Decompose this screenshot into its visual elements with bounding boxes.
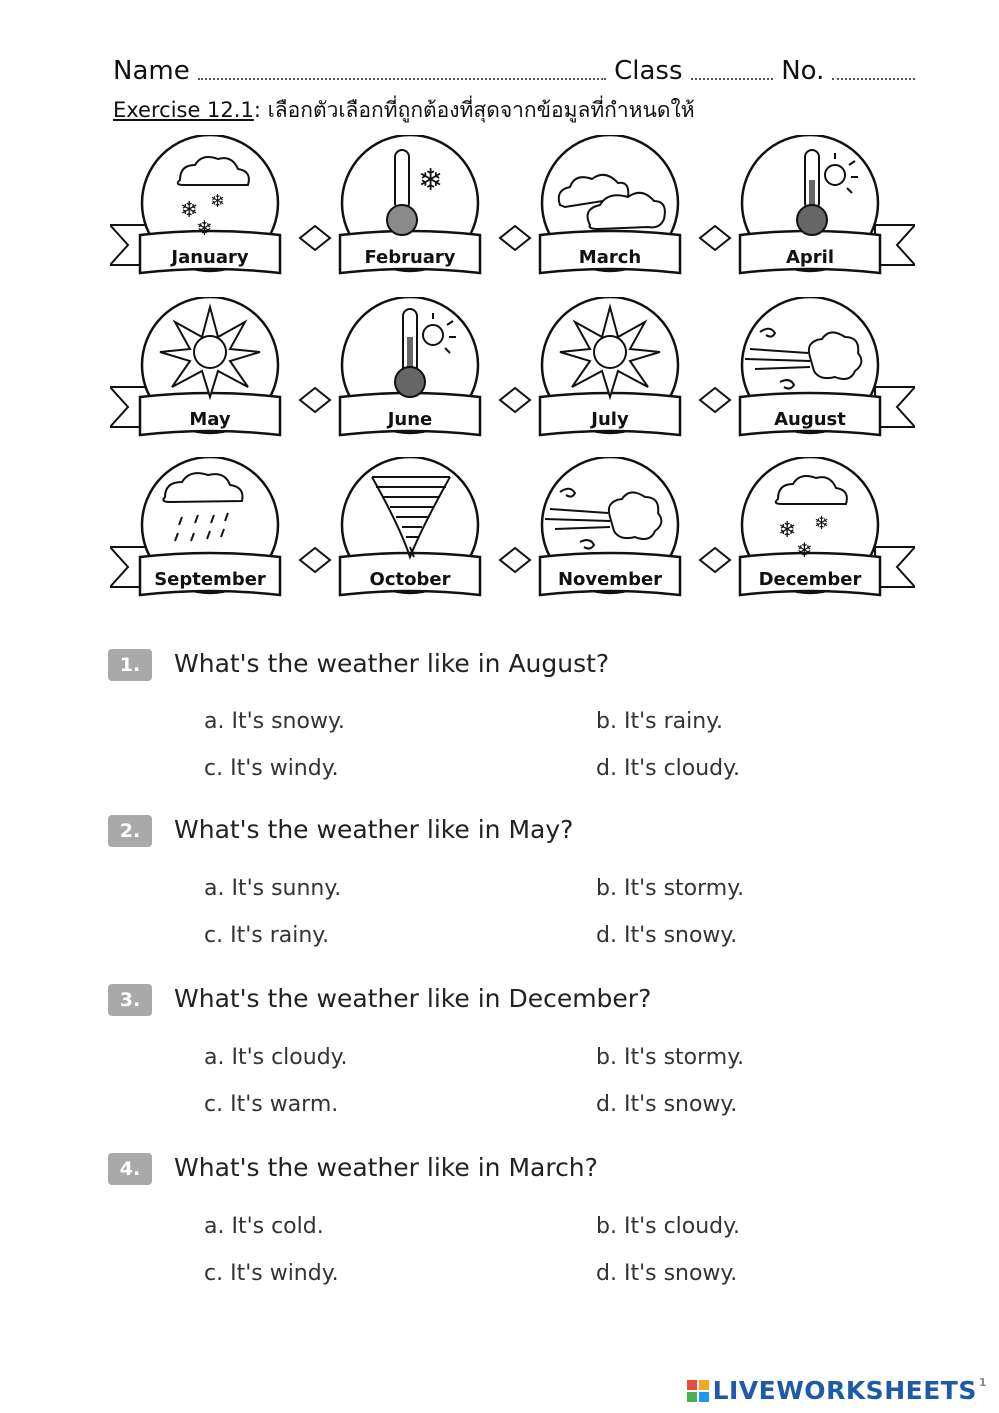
globe-october — [310, 457, 510, 607]
month-label-september: September — [154, 569, 266, 590]
logo-icon — [687, 1380, 709, 1402]
option-c[interactable]: c. It's warm. — [204, 1092, 339, 1117]
no-label: No. — [781, 56, 825, 86]
option-a[interactable]: a. It's snowy. — [204, 709, 345, 734]
globe-may — [110, 297, 310, 447]
svg-text:❄: ❄ — [210, 191, 226, 212]
globe-june — [310, 297, 510, 447]
globe-july — [510, 297, 710, 447]
svg-text:❄: ❄ — [778, 518, 797, 543]
question-number-badge: 1. — [108, 649, 152, 681]
month-label-december: December — [758, 569, 862, 590]
month-label-august: August — [774, 409, 846, 430]
month-label-january: January — [171, 247, 249, 268]
svg-text:❄: ❄ — [418, 163, 444, 198]
globe-december — [710, 457, 910, 607]
month-label-july: July — [591, 409, 629, 430]
brand-name: LIVEWORKSHEETS — [712, 1376, 977, 1405]
globe-august — [710, 297, 910, 447]
class-label: Class — [614, 56, 683, 86]
exercise-heading — [113, 94, 695, 127]
svg-text:❄: ❄ — [796, 538, 813, 562]
student-info-row — [113, 50, 923, 86]
option-d[interactable]: d. It's snowy. — [596, 923, 738, 948]
question-number-badge: 3. — [108, 984, 152, 1016]
exercise-label: Exercise 12.1 — [113, 98, 254, 122]
option-a[interactable]: a. It's cloudy. — [204, 1045, 348, 1070]
option-b[interactable]: b. It's rainy. — [596, 709, 724, 734]
exercise-instruction: : เลือกตัวเลือกที่ถูกต้องที่สุดจากข้อมูลที่กำหนดให้ — [253, 98, 695, 122]
month-label-february: February — [364, 247, 456, 268]
name-field[interactable] — [198, 78, 606, 80]
question-number-badge: 4. — [108, 1153, 152, 1185]
question-3 — [108, 984, 908, 1124]
option-a[interactable]: a. It's sunny. — [204, 876, 342, 901]
liveworksheets-logo[interactable] — [687, 1376, 987, 1405]
question-text: What's the weather like in August? — [174, 649, 610, 678]
svg-text:❄: ❄ — [180, 198, 199, 223]
month-label-june: June — [387, 409, 433, 430]
globe-april — [710, 135, 910, 285]
svg-text:❄: ❄ — [196, 216, 213, 240]
option-a[interactable]: a. It's cold. — [204, 1214, 324, 1239]
globe-january — [110, 135, 310, 285]
option-b[interactable]: b. It's stormy. — [596, 1045, 745, 1070]
globe-september — [110, 457, 310, 607]
month-label-march: March — [578, 247, 642, 268]
month-label-november: November — [557, 569, 663, 590]
option-d[interactable]: d. It's snowy. — [596, 1261, 738, 1286]
globe-march — [510, 135, 710, 285]
option-b[interactable]: b. It's cloudy. — [596, 1214, 741, 1239]
month-label-may: May — [189, 409, 231, 430]
month-label-october: October — [369, 569, 451, 590]
month-label-april: April — [785, 247, 835, 268]
month-weather-grid — [110, 130, 915, 610]
option-b[interactable]: b. It's stormy. — [596, 876, 745, 901]
question-2 — [108, 815, 908, 955]
option-c[interactable]: c. It's rainy. — [204, 923, 330, 948]
question-number-badge: 2. — [108, 815, 152, 847]
question-1 — [108, 649, 908, 789]
class-field[interactable] — [691, 78, 774, 80]
question-4 — [108, 1153, 908, 1293]
no-field[interactable] — [832, 78, 915, 80]
option-c[interactable]: c. It's windy. — [204, 1261, 339, 1286]
question-text: What's the weather like in December? — [174, 984, 652, 1013]
globe-february — [310, 135, 510, 285]
option-c[interactable]: c. It's windy. — [204, 756, 339, 781]
question-text: What's the weather like in March? — [174, 1153, 598, 1182]
page-number: 1 — [978, 1376, 987, 1389]
option-d[interactable]: d. It's snowy. — [596, 1092, 738, 1117]
globe-november — [510, 457, 710, 607]
option-d[interactable]: d. It's cloudy. — [596, 756, 741, 781]
name-label: Name — [113, 56, 190, 86]
question-text: What's the weather like in May? — [174, 815, 574, 844]
svg-text:❄: ❄ — [814, 513, 830, 534]
